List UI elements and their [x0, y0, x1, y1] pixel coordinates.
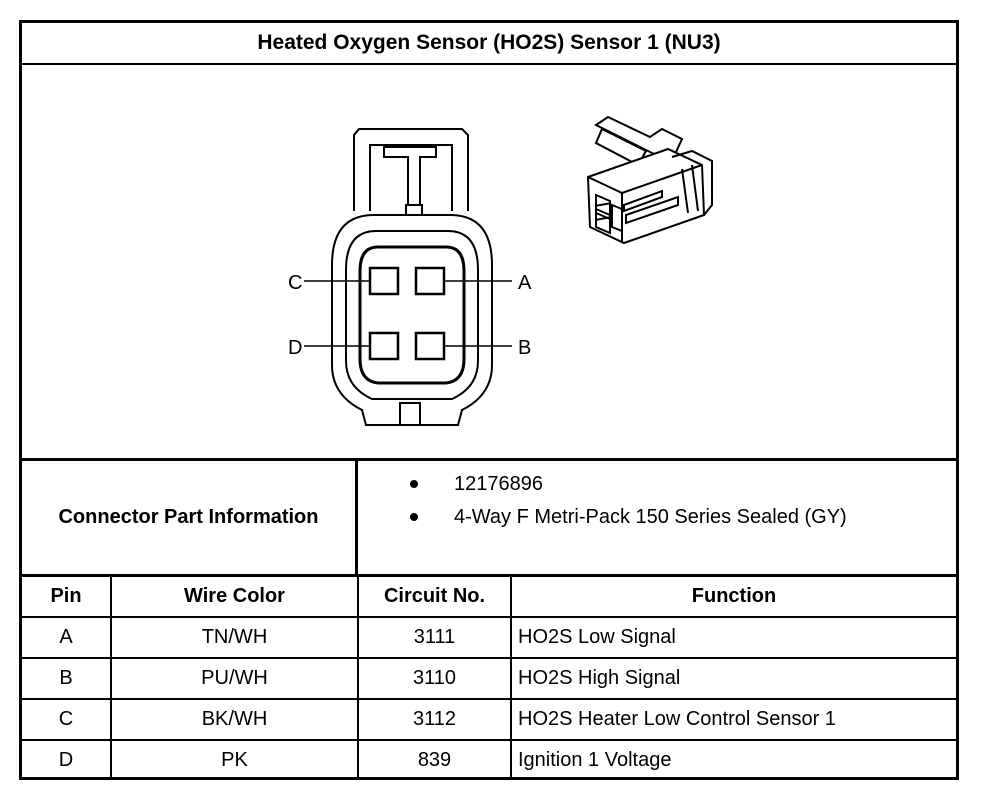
- part-description: 4-Way F Metri-Pack 150 Series Sealed (GY): [454, 505, 847, 528]
- document-title: Heated Oxygen Sensor (HO2S) Sensor 1 (NU3): [22, 23, 956, 65]
- part-number: 12176896: [454, 472, 543, 495]
- table-row: [22, 699, 956, 740]
- table-row: [22, 658, 956, 699]
- connector-drawing: [22, 65, 956, 461]
- circuit-cell: 3110: [358, 658, 511, 699]
- wire-color-cell: BK/WH: [111, 699, 358, 740]
- wire-color-cell: PK: [111, 740, 358, 780]
- header-circuit: Circuit No.: [358, 577, 511, 617]
- bullet-icon: [410, 513, 418, 521]
- circuit-cell: 3112: [358, 699, 511, 740]
- function-cell: HO2S Heater Low Control Sensor 1: [511, 699, 956, 740]
- latch-t-tab: [384, 147, 436, 213]
- header-function: Function: [511, 577, 956, 617]
- header-pin: Pin: [22, 577, 111, 617]
- pin-label-b: B: [518, 337, 532, 359]
- pin-cell: A: [22, 617, 111, 658]
- connector-part-info: [22, 461, 956, 577]
- function-cell: HO2S Low Signal: [511, 617, 956, 658]
- pin-label-a: A: [518, 272, 532, 294]
- header-wire-color: Wire Color: [111, 577, 358, 617]
- pin-label-c: C: [288, 272, 303, 294]
- bottom-key: [400, 403, 420, 425]
- connector-isometric-view: [588, 117, 712, 243]
- connector-face-view: [22, 65, 956, 461]
- function-cell: Ignition 1 Voltage: [511, 740, 956, 780]
- part-info-item: [410, 504, 847, 530]
- connector-document: [19, 20, 959, 780]
- connector-part-info-list: [358, 461, 956, 574]
- pin-label-d: D: [288, 337, 303, 359]
- wire-color-cell: PU/WH: [111, 658, 358, 699]
- wire-color-cell: TN/WH: [111, 617, 358, 658]
- pin-table-header: [22, 577, 956, 617]
- circuit-cell: 3111: [358, 617, 511, 658]
- pin-cell: B: [22, 658, 111, 699]
- pin-cell: C: [22, 699, 111, 740]
- circuit-cell: 839: [358, 740, 511, 780]
- part-info-item: [410, 471, 543, 497]
- function-cell: HO2S High Signal: [511, 658, 956, 699]
- pin-cell: D: [22, 740, 111, 780]
- table-row: [22, 617, 956, 658]
- pin-table: [22, 577, 956, 780]
- connector-part-info-label: Connector Part Information: [22, 461, 358, 574]
- table-row: [22, 740, 956, 780]
- bullet-icon: [410, 480, 418, 488]
